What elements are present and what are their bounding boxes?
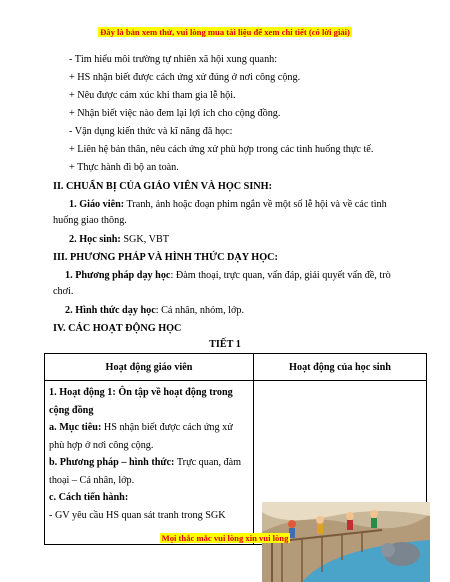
forms-line: [65, 305, 244, 316]
forms-text: : Cá nhân, nhóm, lớp.: [155, 305, 245, 316]
teacher-prep-text: Tranh, ảnh hoặc đoạn phim ngắn về một số lễ hội và về các tình: [124, 199, 387, 210]
col-header-student: Hoạt động của học sinh: [254, 354, 427, 381]
methods-text: : Đàm thoại, trực quan, vấn đáp, giải quyết vấn đề, trò: [170, 270, 391, 281]
table-header-row: [45, 354, 427, 381]
goal-cont: phù hợp ở nơi công cộng.: [49, 439, 154, 451]
objective-line: - Tìm hiểu môi trường tự nhiên xã hội xung quanh:: [69, 54, 278, 65]
objective-line: + Thực hành đi bộ an toàn.: [69, 162, 179, 173]
section-heading: III. PHƯƠNG PHÁP VÀ HÌNH THỨC DẠY HỌC:: [53, 252, 278, 263]
lesson-title: TIẾT 1: [209, 339, 241, 350]
teacher-prep: [69, 199, 387, 210]
objective-line: - Vận dụng kiến thức và kĩ năng đã học:: [69, 126, 233, 137]
section-heading: II. CHUẨN BỊ CỦA GIÁO VIÊN VÀ HỌC SINH:: [53, 181, 272, 192]
footer-banner-text: Mọi thắc mắc vui lòng xin vui lòng: [161, 533, 289, 543]
activity-title: 1. Hoạt động 1: Ôn tập về hoạt động trong: [49, 387, 233, 398]
methods-cont: chơi.: [53, 286, 74, 297]
teacher-prep-cont: huống giao thông.: [53, 215, 127, 226]
methods-label: 1. Phương pháp dạy học: [65, 270, 171, 281]
preview-banner: [0, 22, 450, 40]
student-prep-label: 2. Học sinh:: [69, 234, 121, 245]
col-header-teacher: Hoạt động giáo viên: [45, 354, 254, 381]
objective-line: + Liên hệ bản thân, nêu cách ứng xử phù hợp trong các tình huống thực tế.: [69, 144, 374, 155]
method-line: [49, 454, 249, 472]
method-label: b. Phương pháp – hình thức:: [49, 457, 175, 468]
goal-line: [49, 419, 249, 437]
objective-line: + Nêu được cảm xúc khi tham gia lễ hội.: [69, 90, 236, 101]
steps-label: c. Cách tiến hành:: [49, 492, 129, 503]
student-prep: [69, 234, 169, 245]
goal-label: a. Mục tiêu:: [49, 422, 102, 433]
footer-banner: [0, 528, 450, 546]
objective-line: + HS nhận biết được cách ứng xử đúng ở nơi công cộng.: [69, 72, 301, 83]
method-text: Trực quan, đàm: [174, 457, 242, 468]
student-prep-text: SGK, VBT: [120, 234, 170, 245]
section-heading: IV. CÁC HOẠT ĐỘNG HỌC: [53, 323, 182, 334]
preview-banner-text: Đây là bản xem thử, vui lòng mua tài liệu để xem chi tiết (có lời giải): [100, 27, 350, 37]
goal-text: HS nhận biết được cách ứng xử: [101, 422, 233, 433]
forms-label: 2. Hình thức dạy học: [65, 305, 156, 316]
teacher-activity-cell: [45, 381, 254, 545]
methods-line: [65, 270, 391, 281]
method-cont: thoại – Cá nhân, lớp.: [49, 474, 135, 486]
teacher-prep-label: 1. Giáo viên:: [69, 199, 125, 210]
objective-line: + Nhận biết việc nào đem lại lợi ích cho cộng đồng.: [69, 108, 281, 119]
activity-title-cont: cộng đồng: [49, 404, 94, 416]
step-line: - GV yêu cầu HS quan sát tranh trong SGK: [49, 509, 226, 521]
